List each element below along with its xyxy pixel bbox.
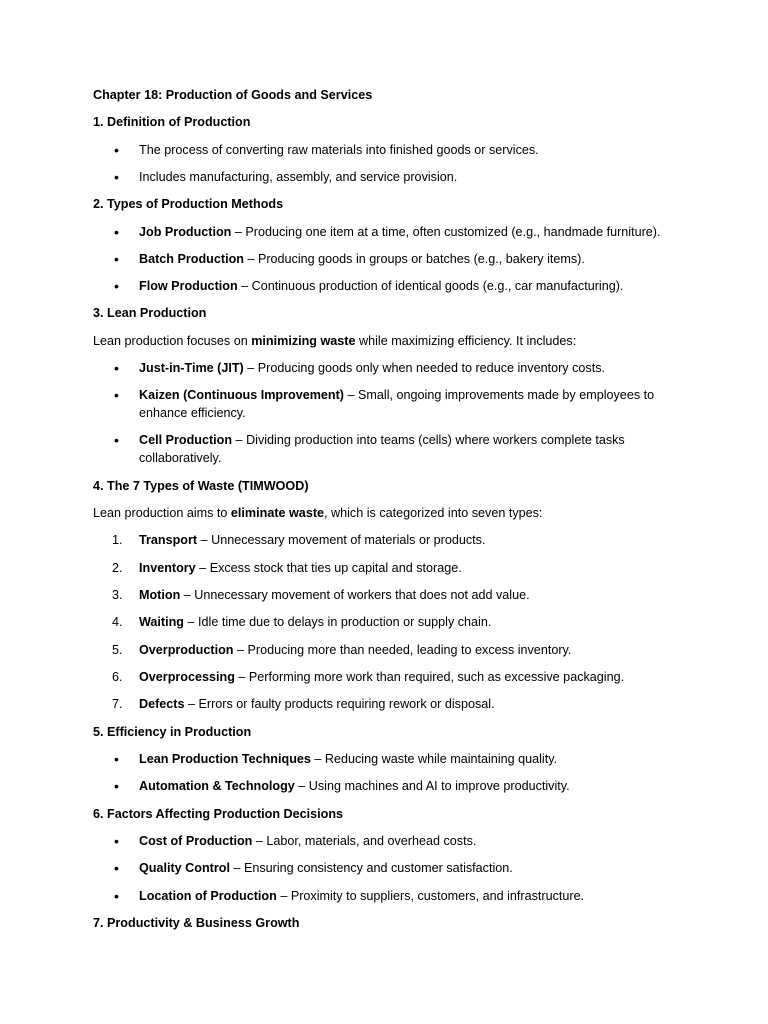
list-item [139,587,679,605]
term: Waiting [139,615,185,629]
list-item [139,669,679,687]
description: – Unnecessary movement of materials or products. [197,533,486,547]
description: – Using machines and AI to improve productivity. [294,779,570,793]
description: – Proximity to suppliers, customers, and infrastructure. [276,889,585,903]
description: – Producing goods only when needed to reduce inventory costs. [243,361,605,375]
list-item [139,224,679,242]
section-4-intro [93,505,693,523]
list-item [139,251,679,269]
section-5-heading: 5. Efficiency in Production [93,725,252,739]
list-item [139,387,679,422]
description: – Excess stock that ties up capital and storage. [195,561,462,575]
description: – Ensuring consistency and customer satisfaction. [229,861,513,875]
intro-emphasis: eliminate waste [230,506,325,520]
term: Kaizen (Continuous Improvement) [139,388,345,402]
list-number: 4. [112,615,123,629]
term: Just-in-Time (JIT) [139,361,244,375]
list-number: 3. [112,588,123,602]
list-item [139,432,679,467]
description: – Dividing production into teams (cells) where workers complete tasks collaboratively. [139,433,625,465]
list-item [139,833,679,851]
bullet-icon: • [114,224,119,240]
intro-text: while maximizing efficiency. It includes: [355,334,577,348]
list-number: 2. [112,561,123,575]
term: Lean Production Techniques [139,752,311,766]
bullet-icon: • [114,387,119,403]
section-3-heading: 3. Lean Production [93,306,207,320]
bullet-icon: • [114,142,119,158]
bullet-icon: • [114,888,119,904]
description: – Continuous production of identical goods (e.g., car manufacturing). [237,279,624,293]
list-item [139,614,679,632]
term: Transport [139,533,198,547]
term: Flow Production [139,279,238,293]
term: Location of Production [139,889,277,903]
section-2-heading: 2. Types of Production Methods [93,197,284,211]
term: Overprocessing [139,670,235,684]
description: – Small, ongoing improvements made by employees to enhance efficiency. [139,388,655,420]
chapter-title: Chapter 18: Production of Goods and Services [93,88,373,102]
list-item [139,642,679,660]
list-item [139,888,679,906]
description: – Reducing waste while maintaining quality. [310,752,558,766]
term: Quality Control [139,861,230,875]
intro-text: Lean production aims to [93,506,231,520]
list-item [139,696,679,714]
bullet-icon: • [114,278,119,294]
description: – Unnecessary movement of workers that does not add value. [180,588,530,602]
description: – Errors or faulty products requiring rework or disposal. [184,697,495,711]
term: Inventory [139,561,196,575]
list-item [139,360,679,378]
description: – Producing one item at a time, often customized (e.g., handmade furniture). [231,225,661,239]
term: Batch Production [139,252,244,266]
term: Motion [139,588,181,602]
list-number: 1. [112,533,123,547]
list-number: 5. [112,643,123,657]
description: – Performing more work than required, such as excessive packaging. [234,670,625,684]
bullet-icon: • [114,778,119,794]
section-1-heading: 1. Definition of Production [93,115,251,129]
list-number: 6. [112,670,123,684]
bullet-icon: • [114,360,119,376]
list-item [139,278,679,296]
list-item [139,860,679,878]
list-item [139,778,679,796]
section-7-heading: 7. Productivity & Business Growth [93,916,300,930]
term: Automation & Technology [139,779,295,793]
list-item [139,532,679,550]
term: Overproduction [139,643,234,657]
description: – Producing goods in groups or batches (e.g., bakery items). [243,252,585,266]
description: – Producing more than needed, leading to excess inventory. [233,643,572,657]
bullet-icon: • [114,860,119,876]
intro-text: Lean production focuses on [93,334,252,348]
list-item [139,560,679,578]
section-4-heading: 4. The 7 Types of Waste (TIMWOOD) [93,479,309,493]
description: – Labor, materials, and overhead costs. [252,834,477,848]
term: Cell Production [139,433,233,447]
description: – Idle time due to delays in production or supply chain. [184,615,492,629]
bullet-icon: • [114,251,119,267]
bullet-icon: • [114,751,119,767]
list-number: 7. [112,697,123,711]
intro-text: , which is categorized into seven types: [324,506,543,520]
bullet-icon: • [114,432,119,448]
bullet-icon: • [114,169,119,185]
list-item: Includes manufacturing, assembly, and service provision. [139,170,458,184]
section-6-heading: 6. Factors Affecting Production Decisions [93,807,344,821]
term: Job Production [139,225,232,239]
intro-emphasis: minimizing waste [251,334,356,348]
list-item [139,751,679,769]
list-item: The process of converting raw materials into finished goods or services. [139,143,539,157]
term: Defects [139,697,185,711]
bullet-icon: • [114,833,119,849]
section-3-intro [93,333,693,351]
term: Cost of Production [139,834,253,848]
